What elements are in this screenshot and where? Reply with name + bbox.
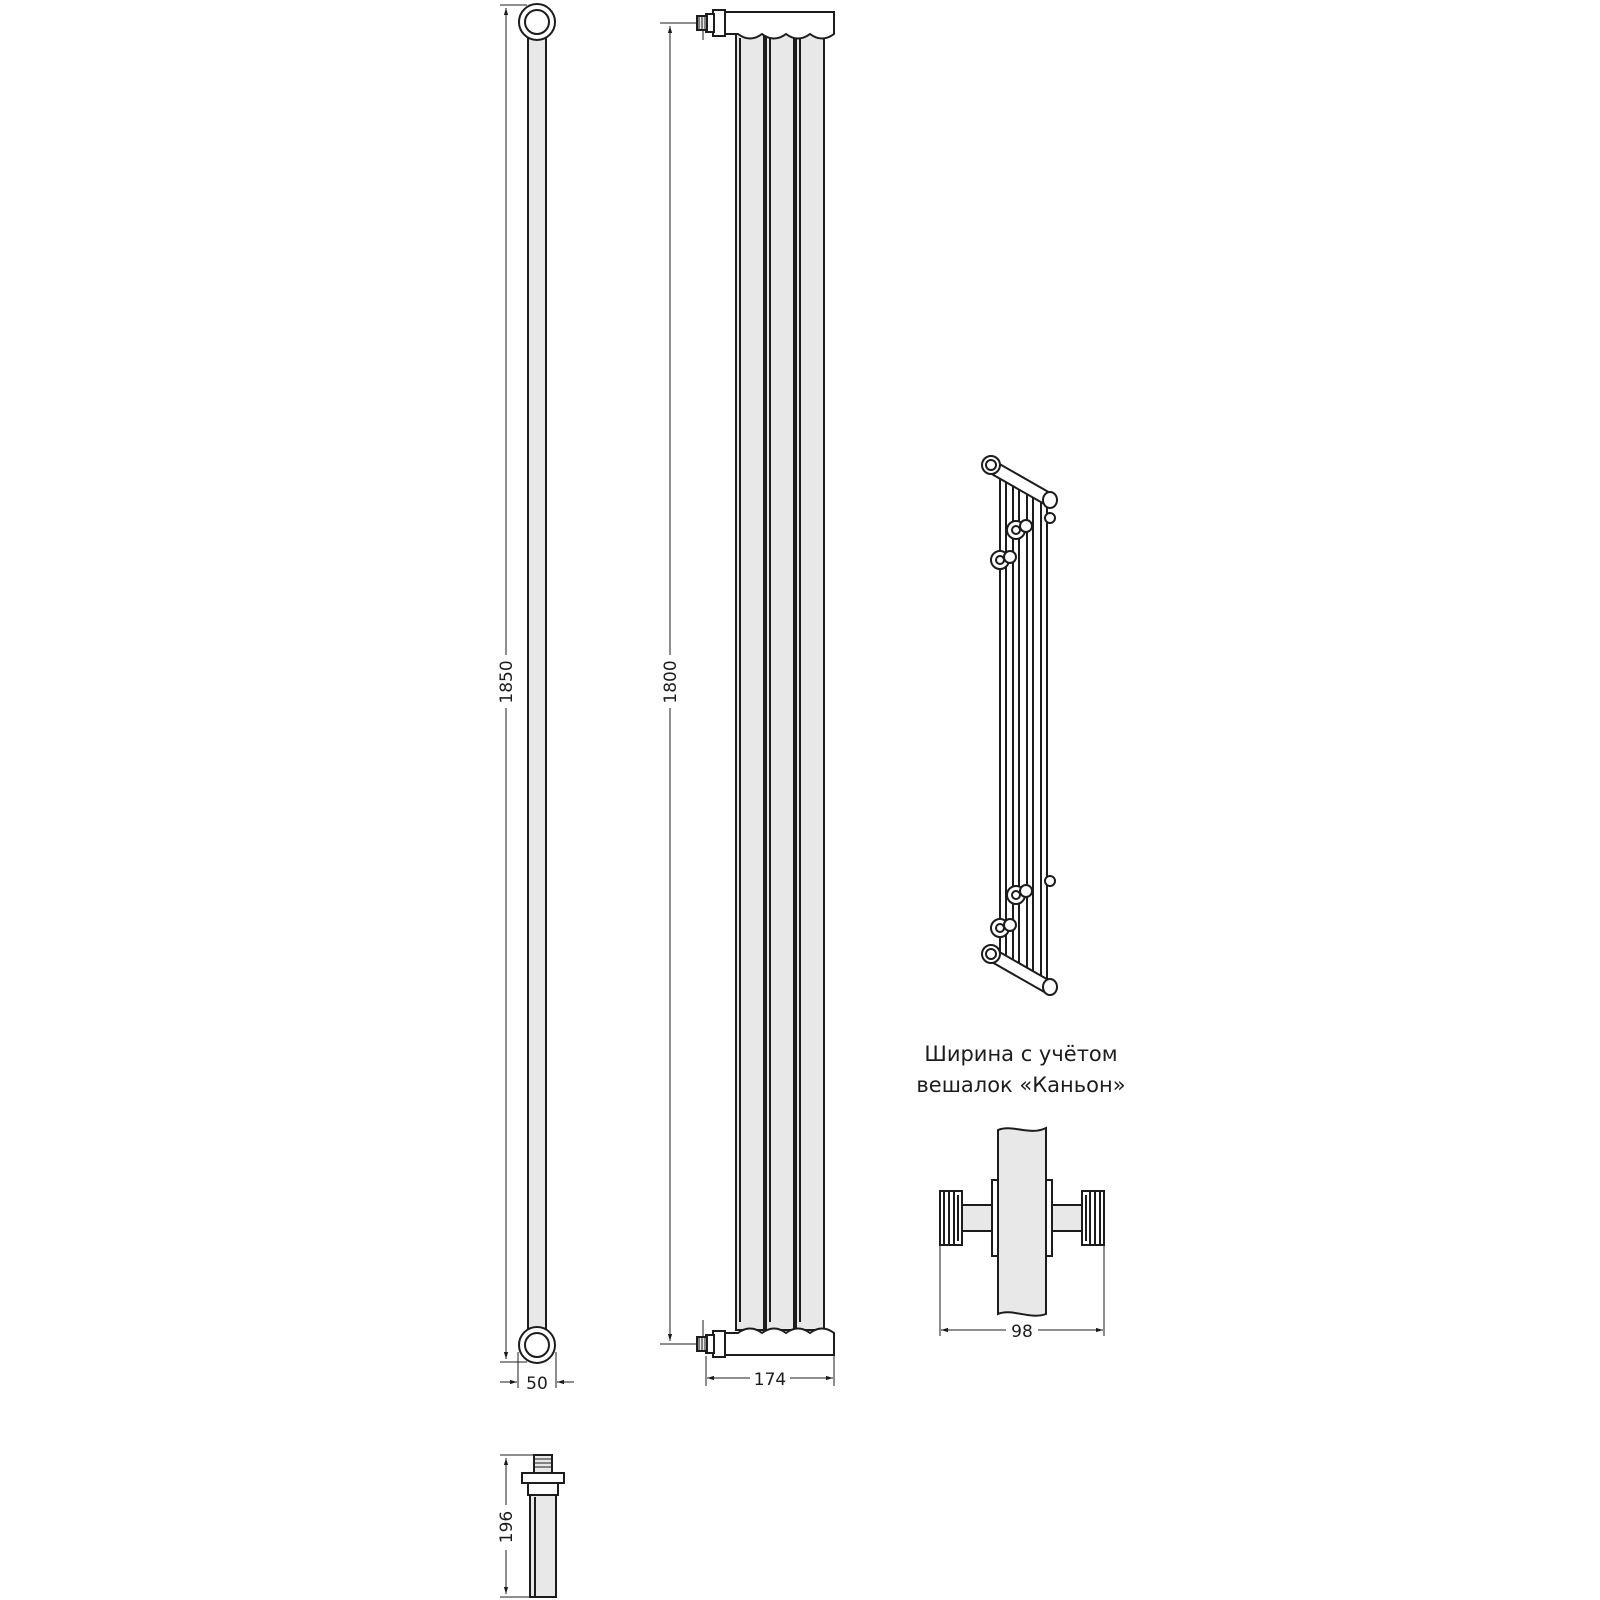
bottom-collector xyxy=(722,1329,834,1356)
caption-line-2: вешалок «Каньон» xyxy=(916,1073,1126,1097)
connector-thread xyxy=(534,1455,552,1473)
hanger-detail-view xyxy=(940,1128,1104,1342)
connector-body xyxy=(530,1495,556,1597)
caption-line-1: Ширина с учётом xyxy=(924,1042,1118,1066)
side-depth-label: 50 xyxy=(526,1374,548,1394)
iso-bottom-nut xyxy=(982,945,1000,963)
bottom-connector xyxy=(697,1320,725,1357)
front-width-label: 174 xyxy=(753,1370,787,1390)
connector-length-label: 196 xyxy=(497,1510,517,1544)
hanger-vertical-tube xyxy=(998,1128,1046,1316)
top-collector xyxy=(722,12,834,39)
connector-detail-view xyxy=(497,1455,564,1597)
iso-top-nut xyxy=(982,456,1000,474)
side-height-dimension xyxy=(497,5,527,1362)
hanger-left-cap xyxy=(940,1191,962,1245)
hanger-right-cap xyxy=(1082,1191,1104,1245)
front-view xyxy=(660,10,834,1390)
front-height-label: 1800 xyxy=(661,660,681,704)
side-tube xyxy=(528,30,546,1345)
front-height-dimension xyxy=(660,23,696,1344)
side-height-label: 1850 xyxy=(497,660,517,704)
hanger-width-label: 98 xyxy=(1011,1322,1033,1342)
side-view xyxy=(497,4,574,1394)
top-connector xyxy=(697,10,725,40)
isometric-view xyxy=(982,456,1057,995)
connector-flange xyxy=(522,1473,564,1483)
front-width-dimension xyxy=(706,1356,834,1390)
